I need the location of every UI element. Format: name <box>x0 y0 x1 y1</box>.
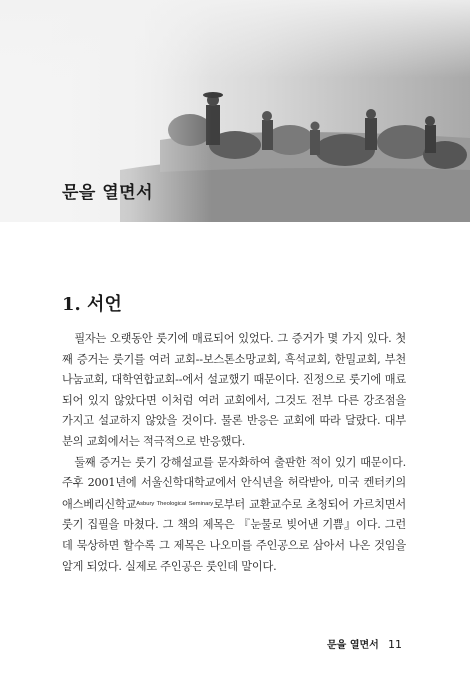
paragraph-2-text-start: 둘째 증거는 룻기 강해설교를 문자화하여 출판한 적이 있기 때문이다. 주후 2001년에 서울신학대학교에서 안식년을 허락받아, 미국 켄터키의 애스베리신학교 <box>62 455 406 511</box>
seminary-english-name: Asbury Theological Seminary <box>136 500 214 507</box>
page-number: 11 <box>388 638 402 651</box>
chapter-title: 문을 열면서 <box>62 183 154 203</box>
body-text <box>62 329 406 577</box>
chapter-banner <box>0 0 470 222</box>
section-heading: 1. 서언 <box>62 294 122 315</box>
page-footer <box>327 636 402 651</box>
paragraph-1: 필자는 오랫동안 룻기에 매료되어 있었다. 그 증거가 몇 가지 있다. 첫째 증거는 룻기를 여러 교회--보스톤소망교회, 흑석교회, 한밀교회, 부천나눔교회, 대학연합교회--에서 설교했기 때문이다. 진정으로 룻기에 매료되어 있지 않았다면 이처럼 여러 교회에서, 그것도 전부 다른 강조점을 가지고 설교하지 않았을 것이다. 물론 반응은 교회에 따라 달랐다. 대부분의 교회에서는 적극적으로 반응했다. <box>62 332 406 448</box>
paragraph-2-text-end: 로부터 교환교수로 초청되어 가르치면서 룻기 집필을 마쳤다. 그 책의 제목은 『눈물로 빚어낸 기쁨』이다. 그런데 묵상하면 할수록 그 제목은 나오미를 주인공으로 삼아서 나온 것임을 알게 되었다. 실제로 주인공은 룻인데 말이다. <box>62 497 407 573</box>
paragraph-2 <box>62 453 406 578</box>
footer-section-label: 문을 열면서 <box>327 640 379 651</box>
